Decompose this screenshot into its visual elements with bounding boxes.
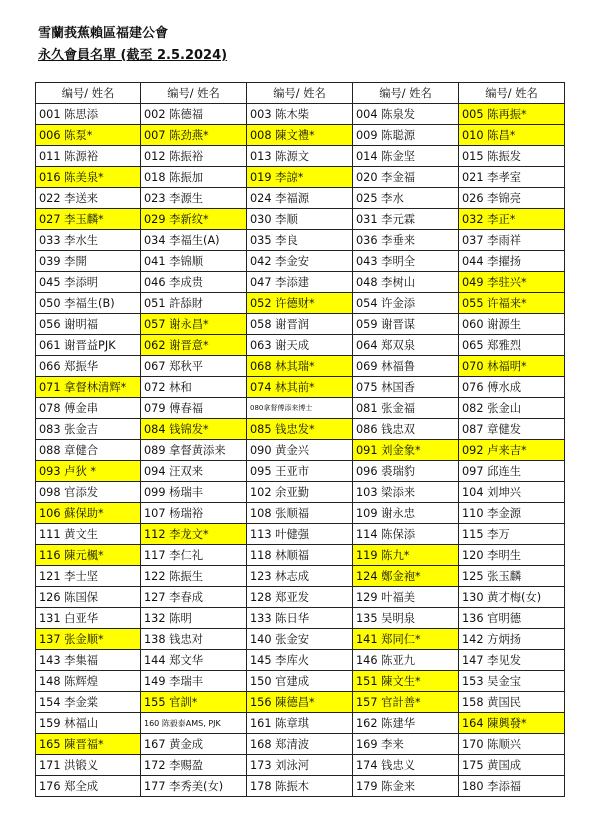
member-cell: 164 陳興發* [459,713,565,734]
member-cell: 037 李雨祥 [459,230,565,251]
member-cell: 013 陈源文 [247,146,353,167]
member-cell: 132 陈明 [141,608,247,629]
member-cell: 006 陈泵* [36,125,141,146]
member-cell: 068 林其瑞* [247,356,353,377]
table-row [36,713,565,734]
table-row [36,482,565,503]
member-cell: 102 余亚勤 [247,482,353,503]
member-cell: 070 林福明* [459,356,565,377]
member-cell: 122 陈振生 [141,566,247,587]
member-cell: 127 李春成 [141,587,247,608]
member-cell: 034 李福生(A) [141,230,247,251]
member-cell: 108 张顺福 [247,503,353,524]
table-row [36,104,565,125]
member-cell: 129 叶福美 [353,587,459,608]
member-cell: 112 李龙文* [141,524,247,545]
member-cell: 054 许金添 [353,293,459,314]
member-cell: 161 陈章琪 [247,713,353,734]
member-cell: 170 陈顺兴 [459,734,565,755]
member-cell: 029 李新纹* [141,209,247,230]
member-cell: 022 李送来 [36,188,141,209]
member-cell: 125 张玉麟 [459,566,565,587]
member-cell: 153 吴金宝 [459,671,565,692]
member-cell: 120 李明生 [459,545,565,566]
member-cell: 167 黄金成 [141,734,247,755]
member-cell: 092 卢来吉* [459,440,565,461]
member-cell: 169 李来 [353,734,459,755]
member-cell: 087 章健发 [459,419,565,440]
member-cell: 176 郑全成 [36,776,141,797]
member-cell: 106 蘇保助* [36,503,141,524]
member-cell: 062 谢晋意* [141,335,247,356]
member-cell: 001 陈思添 [36,104,141,125]
member-cell: 089 拿督黄添来 [141,440,247,461]
member-cell: 058 谢晋润 [247,314,353,335]
member-cell: 050 李福生(B) [36,293,141,314]
member-cell: 064 郑双泉 [353,335,459,356]
member-cell: 103 梁添来 [353,482,459,503]
table-row [36,272,565,293]
member-cell: 014 陈金坚 [353,146,459,167]
member-cell: 148 陈辉煌 [36,671,141,692]
member-cell: 011 陈源裕 [36,146,141,167]
member-cell: 052 许德财* [247,293,353,314]
member-cell: 090 黄金兴 [247,440,353,461]
member-cell: 019 李諒* [247,167,353,188]
member-cell: 099 杨瑞丰 [141,482,247,503]
member-cell: 179 陈金来 [353,776,459,797]
member-cell: 136 官明德 [459,608,565,629]
member-cell: 135 吴明泉 [353,608,459,629]
table-row [36,146,565,167]
member-cell: 094 汪双来 [141,461,247,482]
member-cell: 076 傅水成 [459,377,565,398]
member-cell: 010 陈昌* [459,125,565,146]
member-cell: 165 陳晋福* [36,734,141,755]
member-cell: 082 张金山 [459,398,565,419]
member-cell: 091 刘金象* [353,440,459,461]
member-cell: 086 钱忠双 [353,419,459,440]
member-cell: 072 林和 [141,377,247,398]
member-cell: 036 李垂来 [353,230,459,251]
table-row [36,524,565,545]
member-cell: 124 鄭金袍* [353,566,459,587]
member-cell: 180 李添福 [459,776,565,797]
member-cell: 027 李玉麟* [36,209,141,230]
member-cell: 039 李開 [36,251,141,272]
member-cell: 071 拿督林清辉* [36,377,141,398]
member-cell: 160 陈毅泰AMS, PJK [141,713,247,734]
member-cell: 046 李成贵 [141,272,247,293]
column-header: 编号/ 姓名 [141,83,247,104]
member-cell: 002 陈德福 [141,104,247,125]
member-cell: 151 陳文生* [353,671,459,692]
member-cell: 172 李赐盈 [141,755,247,776]
member-cell: 009 陈聪源 [353,125,459,146]
table-row [36,230,565,251]
member-cell: 162 陈建华 [353,713,459,734]
member-cell: 057 谢永昌* [141,314,247,335]
member-cell: 178 陈振木 [247,776,353,797]
member-cell: 085 钱忠发* [247,419,353,440]
member-cell: 131 白亚华 [36,608,141,629]
member-cell: 041 李锦顺 [141,251,247,272]
member-cell: 154 李金棠 [36,692,141,713]
member-cell: 080拿督傅添来博士 [247,398,353,419]
member-cell: 003 陈木柴 [247,104,353,125]
member-cell: 056 谢明福 [36,314,141,335]
table-row [36,293,565,314]
table-row [36,125,565,146]
member-cell: 115 李万 [459,524,565,545]
member-cell: 096 裘瑞豹 [353,461,459,482]
member-cell: 114 陈保添 [353,524,459,545]
member-cell: 168 郑清波 [247,734,353,755]
member-cell: 098 官添发 [36,482,141,503]
member-cell: 097 邱连生 [459,461,565,482]
member-cell: 158 黄国民 [459,692,565,713]
member-cell: 049 李驻兴* [459,272,565,293]
member-cell: 043 李明全 [353,251,459,272]
member-cell: 133 陈日华 [247,608,353,629]
member-cell: 093 卢狄 * [36,461,141,482]
member-cell: 066 郑振华 [36,356,141,377]
table-row [36,377,565,398]
member-cell: 012 陈振裕 [141,146,247,167]
member-cell: 042 李金安 [247,251,353,272]
member-cell: 007 陈劲燕* [141,125,247,146]
member-cell: 008 陳文禮* [247,125,353,146]
table-row [36,314,565,335]
member-cell: 138 钱忠对 [141,629,247,650]
member-cell: 117 李仁礼 [141,545,247,566]
member-cell: 045 李添明 [36,272,141,293]
member-cell: 035 李良 [247,230,353,251]
member-cell: 126 陈国保 [36,587,141,608]
member-cell: 149 李瑞丰 [141,671,247,692]
table-row [36,755,565,776]
member-cell: 140 张金安 [247,629,353,650]
member-cell: 024 李福源 [247,188,353,209]
member-cell: 088 章健合 [36,440,141,461]
member-cell: 020 李金福 [353,167,459,188]
column-header: 编号/ 姓名 [459,83,565,104]
member-cell: 173 刘泳河 [247,755,353,776]
member-cell: 055 许福来* [459,293,565,314]
member-cell: 005 陈再振* [459,104,565,125]
table-row [36,587,565,608]
member-cell: 128 郑亚发 [247,587,353,608]
member-cell: 137 张金顺* [36,629,141,650]
table-row [36,335,565,356]
member-cell: 059 谢晋谋 [353,314,459,335]
member-cell: 044 李擢扬 [459,251,565,272]
member-cell: 026 李锦亮 [459,188,565,209]
member-cell: 118 林顺福 [247,545,353,566]
member-cell: 023 李源生 [141,188,247,209]
member-cell: 095 王亚市 [247,461,353,482]
table-row [36,188,565,209]
table-row [36,650,565,671]
member-list-subtitle: 永久會員名單 (截至 2.5.2024) [38,48,228,63]
member-cell: 032 李正* [459,209,565,230]
member-cell: 065 郑雅烈 [459,335,565,356]
member-cell: 025 李水 [353,188,459,209]
member-cell: 051 許舔財 [141,293,247,314]
table-row [36,356,565,377]
member-cell: 146 陈亚九 [353,650,459,671]
member-cell: 031 李元霖 [353,209,459,230]
member-cell: 143 李集福 [36,650,141,671]
member-cell: 047 李添建 [247,272,353,293]
table-row [36,419,565,440]
table-row [36,440,565,461]
member-cell: 021 李孝室 [459,167,565,188]
member-cell: 171 洪锻义 [36,755,141,776]
member-cell: 150 官建成 [247,671,353,692]
member-cell: 081 张金福 [353,398,459,419]
member-cell: 074 林其前* [247,377,353,398]
member-cell: 084 钱锦发* [141,419,247,440]
member-cell: 083 张金吉 [36,419,141,440]
member-cell: 174 钱忠义 [353,755,459,776]
member-cell: 157 官計善* [353,692,459,713]
table-row [36,545,565,566]
member-cell: 075 林国香 [353,377,459,398]
table-row [36,692,565,713]
table-row [36,167,565,188]
column-header: 编号/ 姓名 [36,83,141,104]
member-cell: 061 谢晋益PJK [36,335,141,356]
member-cell: 110 李金源 [459,503,565,524]
member-cell: 079 傅春福 [141,398,247,419]
member-cell: 060 谢源生 [459,314,565,335]
member-cell: 069 林福鲁 [353,356,459,377]
member-cell: 121 李士坚 [36,566,141,587]
table-row [36,209,565,230]
member-table [35,82,565,797]
member-cell: 016 陈美泉* [36,167,141,188]
member-cell: 030 李顺 [247,209,353,230]
column-header: 编号/ 姓名 [247,83,353,104]
member-cell: 141 郑同仁* [353,629,459,650]
column-header: 编号/ 姓名 [353,83,459,104]
member-cell: 145 李库火 [247,650,353,671]
association-title: 雪蘭莪蕉賴區福建公會 [38,26,169,41]
table-row [36,566,565,587]
member-cell: 159 林福山 [36,713,141,734]
table-row [36,629,565,650]
member-cell: 107 杨瑞裕 [141,503,247,524]
member-cell: 109 谢永忠 [353,503,459,524]
member-cell: 144 郑文华 [141,650,247,671]
table-row [36,608,565,629]
member-cell: 156 陳德昌* [247,692,353,713]
member-cell: 119 陈九* [353,545,459,566]
member-cell: 104 刘坤兴 [459,482,565,503]
table-row [36,671,565,692]
member-cell: 048 李树山 [353,272,459,293]
member-cell: 142 方炳扬 [459,629,565,650]
member-cell: 123 林志成 [247,566,353,587]
header-row [36,83,565,104]
table-row [36,398,565,419]
member-cell: 018 陈振加 [141,167,247,188]
member-cell: 177 李秀美(女) [141,776,247,797]
member-cell: 175 黄国成 [459,755,565,776]
member-cell: 155 官訓* [141,692,247,713]
member-cell: 078 傅金串 [36,398,141,419]
table-row [36,461,565,482]
member-cell: 004 陈泉发 [353,104,459,125]
member-cell: 015 陈振发 [459,146,565,167]
member-cell: 147 李见发 [459,650,565,671]
member-cell: 111 黄文生 [36,524,141,545]
table-row [36,251,565,272]
member-cell: 063 谢天成 [247,335,353,356]
table-row [36,734,565,755]
member-cell: 033 李水生 [36,230,141,251]
table-row [36,503,565,524]
member-cell: 067 郑秋平 [141,356,247,377]
member-cell: 130 黄才梅(女) [459,587,565,608]
member-cell: 116 陳元楓* [36,545,141,566]
table-row [36,776,565,797]
member-cell: 113 叶健强 [247,524,353,545]
